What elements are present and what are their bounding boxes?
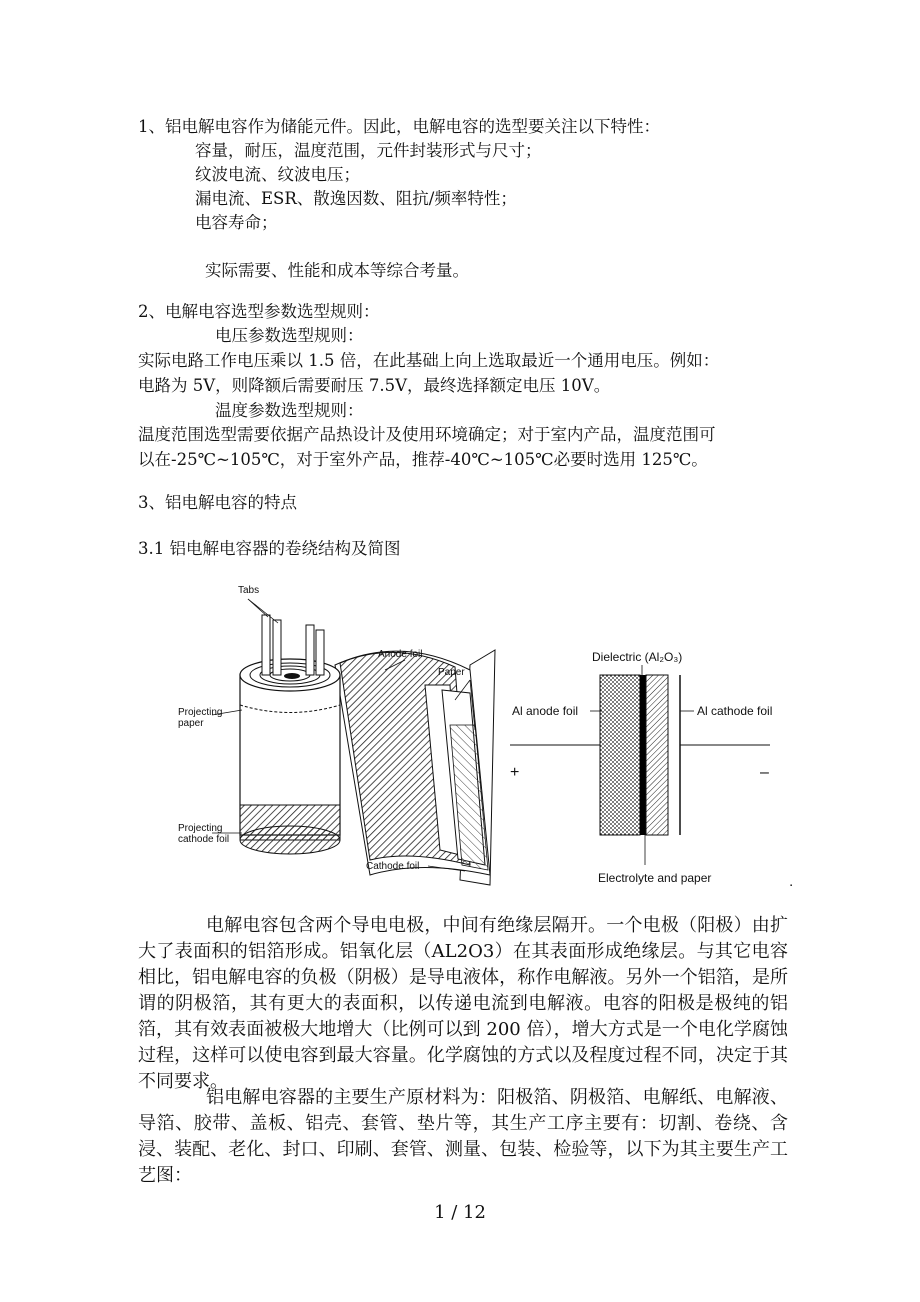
- spec-item-4: 电容寿命；: [195, 213, 278, 232]
- voltage-rule-line-1: 实际电路工作电压乘以 1.5 倍，在此基础上向上选取最近一个通用电压。例如：: [138, 351, 720, 370]
- minus-sign: –: [760, 764, 769, 781]
- temperature-rule-title: 温度参数选型规则：: [215, 401, 364, 420]
- label-projecting-paper: Projecting paper: [178, 707, 223, 729]
- section-1-heading: 1、铝电解电容作为储能元件。因此，电解电容的选型要关注以下特性：: [138, 117, 660, 136]
- spec-item-3: 漏电流、ESR、散逸因数、阻抗/频率特性；: [195, 189, 517, 208]
- temperature-rule-line-1: 温度范围选型需要依据产品热设计及使用环境确定；对于室内产品，温度范围可: [138, 425, 716, 444]
- label-al-anode-foil: Al anode foil: [512, 704, 579, 718]
- capacitor-diagram-svg: [170, 575, 810, 895]
- voltage-rule-title: 电压参数选型规则：: [215, 326, 364, 345]
- corner-mark: ▪: [790, 883, 793, 889]
- section-3-1-heading: 3.1 铝电解电容器的卷绕结构及简图: [138, 539, 401, 558]
- label-al-cathode-foil: Al cathode foil: [697, 704, 773, 718]
- wound-structure-diagram: [178, 585, 495, 885]
- page-number: 1 / 12: [434, 1202, 486, 1223]
- paragraph-structure: 电解电容包含两个导电电极，中间有绝缘层隔开。一个电极（阳极）由扩大了表面积的铝箔形成。铝氧化层（AL2O3）在其表面形成绝缘层。与其它电容相比，铝电解电容的负极（阴极）是导电液体，称作电解液。另外一个铝箔，是所谓的阴极箔，其有更大的表面积，以传递电流到电解液。电容的阳极是极纯的铝箔，其有效表面被极大地增大（比例可以到 200 倍），增大方式是一个电化学腐蚀过程，这样可以使电容到最大容量。化学腐蚀的方式以及程度过程不同，决定于其不同要求。: [138, 915, 788, 1092]
- label-projecting-cathode-foil: Projecting cathode foil: [178, 823, 230, 845]
- label-paper: Paper: [438, 667, 465, 678]
- plus-sign: +: [510, 764, 520, 781]
- spec-item-1: 容量，耐压，温度范围，元件封装形式与尺寸；: [195, 141, 542, 160]
- label-dielectric: Dielectric (Al₂O₃): [592, 650, 683, 664]
- section-1-summary: 实际需要、性能和成本等综合考量。: [205, 261, 469, 280]
- temperature-rule-line-2: 以在-25℃~105℃，对于室外产品，推荐-40℃~105℃必要时选用 125℃。: [138, 450, 708, 469]
- spec-item-2: 纹波电流、纹波电压；: [195, 165, 360, 184]
- cross-section-diagram: [510, 650, 792, 889]
- capacitor-figure: [170, 575, 810, 895]
- label-tabs: Tabs: [238, 585, 260, 596]
- label-electrolyte-paper: Electrolyte and paper: [598, 871, 712, 885]
- section-2-heading: 2、电解电容选型参数选型规则：: [138, 302, 380, 321]
- voltage-rule-line-2: 电路为 5V，则降额后需要耐压 7.5V，最终选择额定电压 10V。: [138, 376, 611, 395]
- section-3-heading: 3、铝电解电容的特点: [138, 493, 297, 512]
- label-cathode-foil: Cathode foil: [366, 861, 420, 872]
- paragraph-materials: 铝电解电容器的主要生产原材料为：阳极箔、阴极箔、电解纸、电解液、导箔、胶带、盖板、铝壳、套管、垫片等，其生产工序主要有：切割、卷绕、含浸、装配、老化、封口、印刷、套管、测量、包装、检验等，以下为其主要生产工艺图：: [138, 1087, 788, 1186]
- label-anode-foil: Anode foil: [378, 649, 423, 660]
